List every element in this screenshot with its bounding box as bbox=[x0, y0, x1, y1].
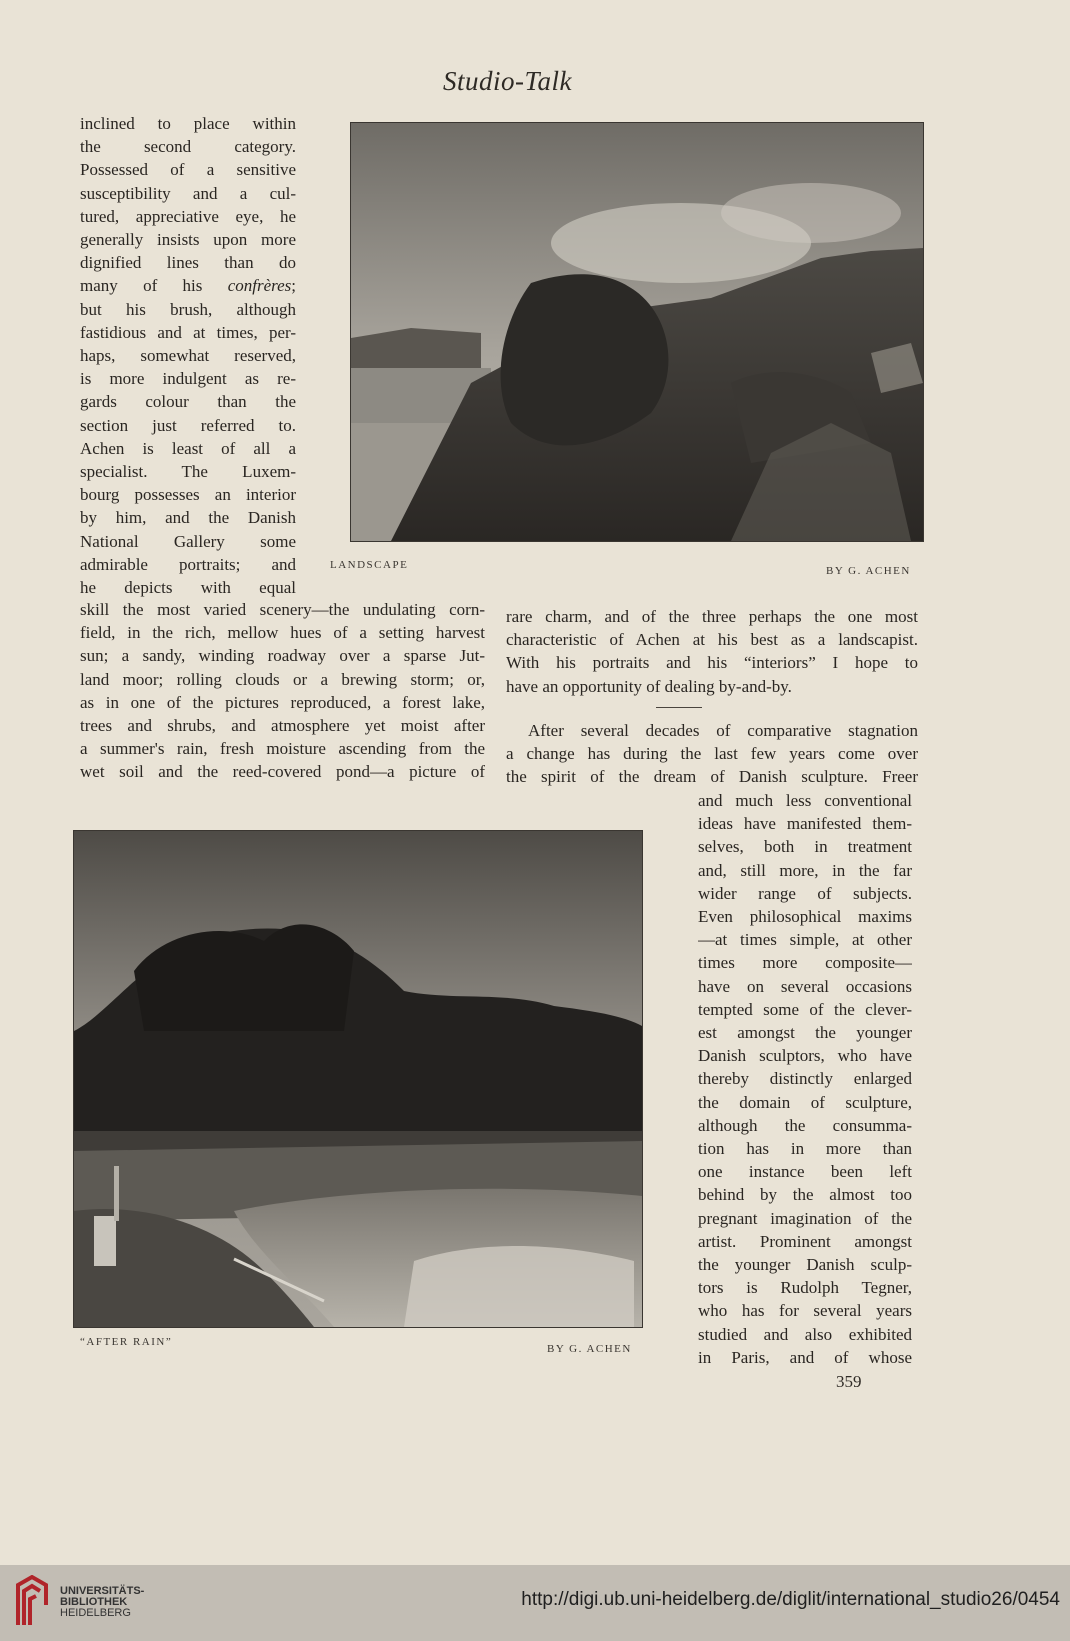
text-line: —at times simple, at other bbox=[698, 930, 912, 950]
text-line: studied and also exhibited bbox=[698, 1324, 912, 1344]
text-line: skill the most varied scenery—the undulating corn- bbox=[80, 600, 485, 619]
text-column-right-narrow bbox=[698, 789, 912, 1369]
text-line: ideas have manifested them- bbox=[698, 814, 912, 834]
text-line: bourg possesses an interior bbox=[80, 485, 296, 505]
after-rain-image bbox=[74, 831, 642, 1327]
landscape-caption-credit: BY G. ACHEN bbox=[826, 565, 911, 577]
text-line: artist. Prominent amongst bbox=[698, 1231, 912, 1251]
text-line: thereby distinctly enlarged bbox=[698, 1069, 912, 1089]
source-url-link[interactable]: http://digi.ub.uni-heidelberg.de/diglit/international_studio26/0454 bbox=[521, 1589, 1060, 1610]
page-number: 359 bbox=[836, 1372, 862, 1391]
text-line: tempted some of the clever- bbox=[698, 999, 912, 1019]
text-line: he depicts with equal bbox=[80, 578, 296, 598]
text-line: land moor; rolling clouds or a brewing storm; or, bbox=[80, 669, 485, 689]
text-line: After several decades of comparative stagnation bbox=[528, 721, 918, 740]
text-line: trees and shrubs, and atmosphere yet moist after bbox=[80, 716, 485, 736]
text-line: is more indulgent as re- bbox=[80, 369, 296, 389]
text-line: who has for several years bbox=[698, 1301, 912, 1321]
text-line: fastidious and at times, per- bbox=[80, 322, 296, 342]
text-line: Achen is least of all a bbox=[80, 438, 296, 458]
library-name-line1: UNIVERSITÄTS- bbox=[60, 1585, 145, 1597]
text-line: times more composite— bbox=[698, 953, 912, 973]
text-line: behind by the almost too bbox=[698, 1185, 912, 1205]
text-column-mid-left bbox=[80, 598, 485, 784]
text-column-top-left bbox=[80, 112, 296, 599]
text-line: dignified lines than do bbox=[80, 253, 296, 273]
text-line: wider range of subjects. bbox=[698, 883, 912, 903]
after-rain-caption-title: “AFTER RAIN” bbox=[80, 1336, 173, 1348]
text-line: National Gallery some bbox=[80, 531, 296, 551]
text-line: one instance been left bbox=[698, 1162, 912, 1182]
running-head: Studio-Talk bbox=[442, 66, 573, 96]
text-line: have on several occasions bbox=[698, 976, 912, 996]
library-name-line3: HEIDELBERG bbox=[60, 1607, 131, 1619]
text-line: Even philosophical maxims bbox=[698, 907, 912, 927]
text-line: a summer's rain, fresh moisture ascending from the bbox=[80, 739, 485, 759]
text-line: as in one of the pictures reproduced, a forest lake, bbox=[80, 692, 485, 712]
text-line: gards colour than the bbox=[80, 392, 296, 412]
text-line: but his brush, although bbox=[80, 299, 296, 319]
text-line: specialist. The Luxem- bbox=[80, 462, 296, 482]
after-rain-photo bbox=[73, 830, 643, 1328]
library-name-line2: BIBLIOTHEK bbox=[60, 1596, 128, 1608]
text-line: although the consumma- bbox=[698, 1115, 912, 1135]
text-line: With his portraits and his “interiors” I hope to bbox=[506, 653, 918, 673]
text-line: rare charm, and of the three perhaps the one most bbox=[506, 607, 918, 626]
text-line: the domain of sculpture, bbox=[698, 1092, 912, 1112]
text-line: sun; a sandy, winding roadway over a sparse Jut- bbox=[80, 646, 485, 666]
text-line: inclined to place within bbox=[80, 114, 296, 133]
text-line: the spirit of the dream of Danish sculpture. Freer bbox=[506, 767, 918, 787]
section-divider bbox=[656, 707, 702, 708]
text-line: est amongst the younger bbox=[698, 1023, 912, 1043]
text-line: by him, and the Danish bbox=[80, 508, 296, 528]
library-name bbox=[60, 1586, 144, 1619]
text-line: field, in the rich, mellow hues of a setting harvest bbox=[80, 623, 485, 643]
text-line: haps, somewhat reserved, bbox=[80, 346, 296, 366]
text-line: section just referred to. bbox=[80, 415, 296, 435]
text-line: many of his confrères; bbox=[80, 276, 296, 296]
text-line: in Paris, and of whose bbox=[698, 1347, 912, 1367]
text-line: wet soil and the reed-covered pond—a picture of bbox=[80, 762, 485, 782]
text-line: the younger Danish sculp- bbox=[698, 1255, 912, 1275]
text-line: have an opportunity of dealing by-and-by. bbox=[506, 676, 792, 696]
text-line: tors is Rudolph Tegner, bbox=[698, 1278, 912, 1298]
text-line: Possessed of a sensitive bbox=[80, 160, 296, 180]
text-line: tured, appreciative eye, he bbox=[80, 206, 296, 226]
text-line: admirable portraits; and bbox=[80, 554, 296, 574]
text-line: a change has during the last few years come over bbox=[506, 744, 918, 764]
text-line: Danish sculptors, who have bbox=[698, 1046, 912, 1066]
text-line: selves, both in treatment bbox=[698, 837, 912, 857]
landscape-caption-title: LANDSCAPE bbox=[330, 559, 409, 571]
text-line: susceptibility and a cul- bbox=[80, 183, 296, 203]
italic-word: confrères bbox=[227, 276, 292, 296]
after-rain-caption-credit: BY G. ACHEN bbox=[547, 1343, 632, 1355]
landscape-photo bbox=[350, 122, 924, 542]
university-library-logo-icon bbox=[14, 1575, 50, 1629]
text-line: pregnant imagination of the bbox=[698, 1208, 912, 1228]
text-paragraph-sculpture-intro bbox=[506, 719, 918, 789]
text-line: generally insists upon more bbox=[80, 230, 296, 250]
text-line: and, still more, in the far bbox=[698, 860, 912, 880]
text-column-mid-right bbox=[506, 605, 918, 698]
text-line: and much less conventional bbox=[698, 791, 912, 810]
digitization-footer bbox=[0, 1565, 1070, 1641]
landscape-image bbox=[351, 123, 923, 541]
text-line: characteristic of Achen at his best as a landscapist. bbox=[506, 630, 918, 650]
text-line: the second category. bbox=[80, 137, 296, 157]
text-line: tion has in more than bbox=[698, 1139, 912, 1159]
